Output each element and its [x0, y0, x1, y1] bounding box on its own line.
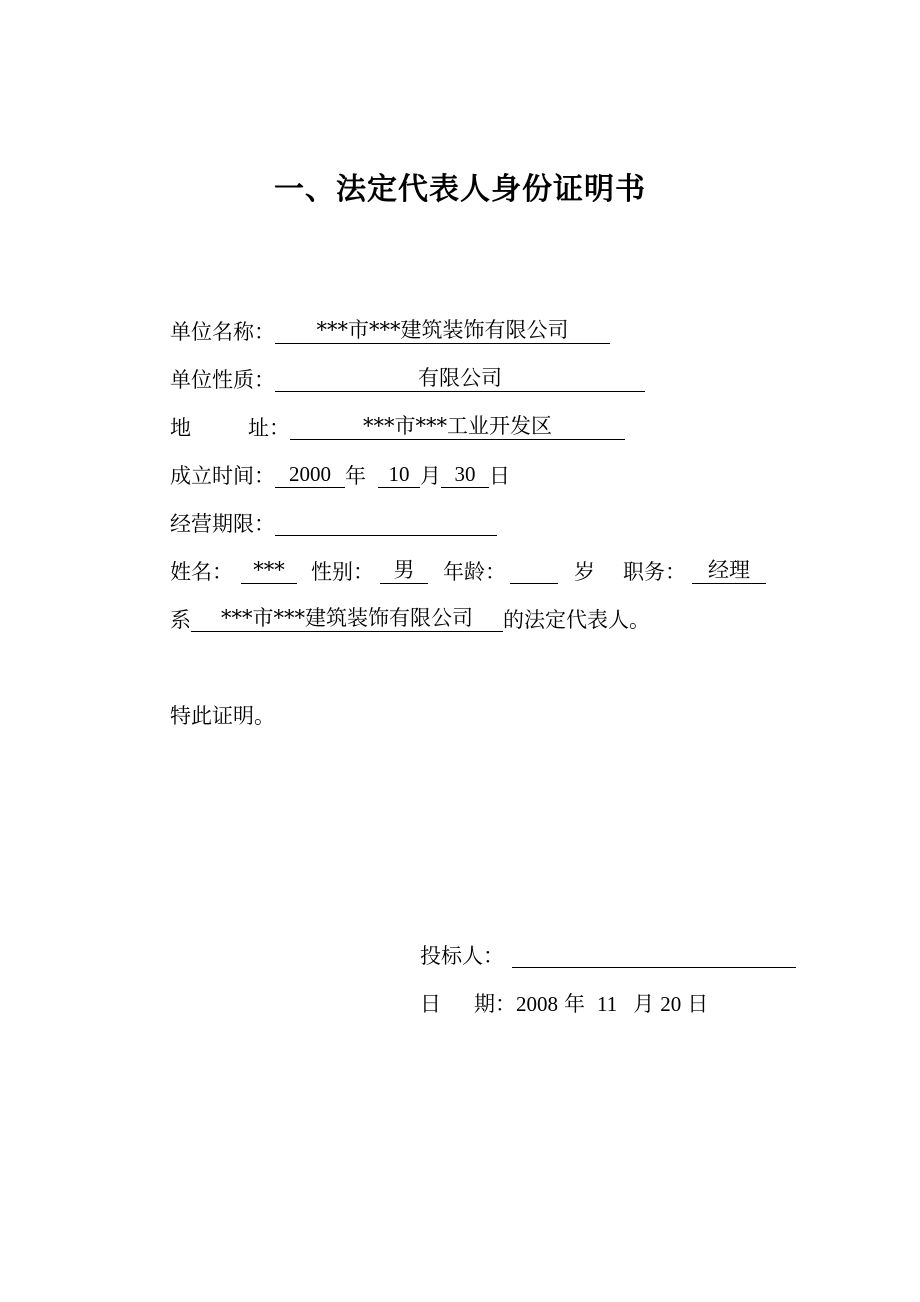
term-label: 经营期限： — [170, 512, 275, 536]
address-value: ***市***工业开发区 — [290, 413, 625, 440]
unit-name-label: 单位名称： — [170, 320, 275, 344]
gender-label: 性别： — [311, 560, 374, 584]
address-row — [170, 412, 625, 444]
unit-nature-label: 单位性质： — [170, 368, 275, 392]
established-month-unit: 月 — [420, 464, 441, 488]
date-year-unit: 年 — [564, 992, 585, 1016]
date-month: 11 — [597, 992, 618, 1016]
established-year: 2000 — [275, 461, 345, 488]
established-year-unit: 年 — [345, 464, 366, 488]
date-month-unit: 月 — [633, 992, 655, 1016]
date-label-part-2: 期： — [474, 992, 516, 1016]
address-label — [170, 412, 290, 444]
age-value — [510, 557, 558, 584]
name-value: *** — [241, 557, 297, 584]
person-row — [170, 556, 766, 588]
document-title: 一、法定代表人身份证明书 — [274, 172, 646, 207]
bidder-value — [512, 941, 796, 968]
unit-nature-value: 有限公司 — [275, 365, 645, 392]
bidder-label: 投标人： — [420, 944, 504, 968]
unit-name-row — [170, 316, 610, 348]
age-unit: 岁 — [574, 560, 595, 584]
date-year: 2008 — [516, 992, 558, 1016]
position-label: 职务： — [623, 560, 686, 584]
statement-company: ***市***建筑装饰有限公司 — [191, 605, 503, 632]
position-value: 经理 — [692, 557, 766, 584]
statement-suffix: 的法定代表人。 — [503, 608, 650, 632]
statement-row — [170, 604, 650, 636]
bidder-row — [420, 940, 796, 972]
established-day: 30 — [441, 461, 489, 488]
certify-text: 特此证明。 — [170, 704, 275, 728]
unit-nature-row — [170, 364, 645, 396]
certify-row — [170, 700, 275, 732]
statement-prefix: 系 — [170, 608, 191, 632]
age-label: 年龄： — [443, 560, 506, 584]
address-label-part-1: 地 — [170, 416, 191, 440]
date-row — [420, 988, 708, 1020]
term-value — [275, 509, 497, 536]
established-label: 成立时间： — [170, 464, 275, 488]
date-day: 20 — [660, 992, 682, 1016]
name-label: 姓名： — [170, 560, 233, 584]
date-label-part-1: 日 — [420, 992, 441, 1016]
established-month: 10 — [378, 461, 420, 488]
term-row — [170, 508, 497, 540]
address-label-part-2: 址： — [248, 416, 290, 440]
date-label — [420, 988, 516, 1020]
date-day-unit: 日 — [687, 992, 709, 1016]
established-day-unit: 日 — [489, 464, 510, 488]
unit-name-value: ***市***建筑装饰有限公司 — [275, 317, 610, 344]
gender-value: 男 — [380, 557, 428, 584]
established-row — [170, 460, 510, 492]
